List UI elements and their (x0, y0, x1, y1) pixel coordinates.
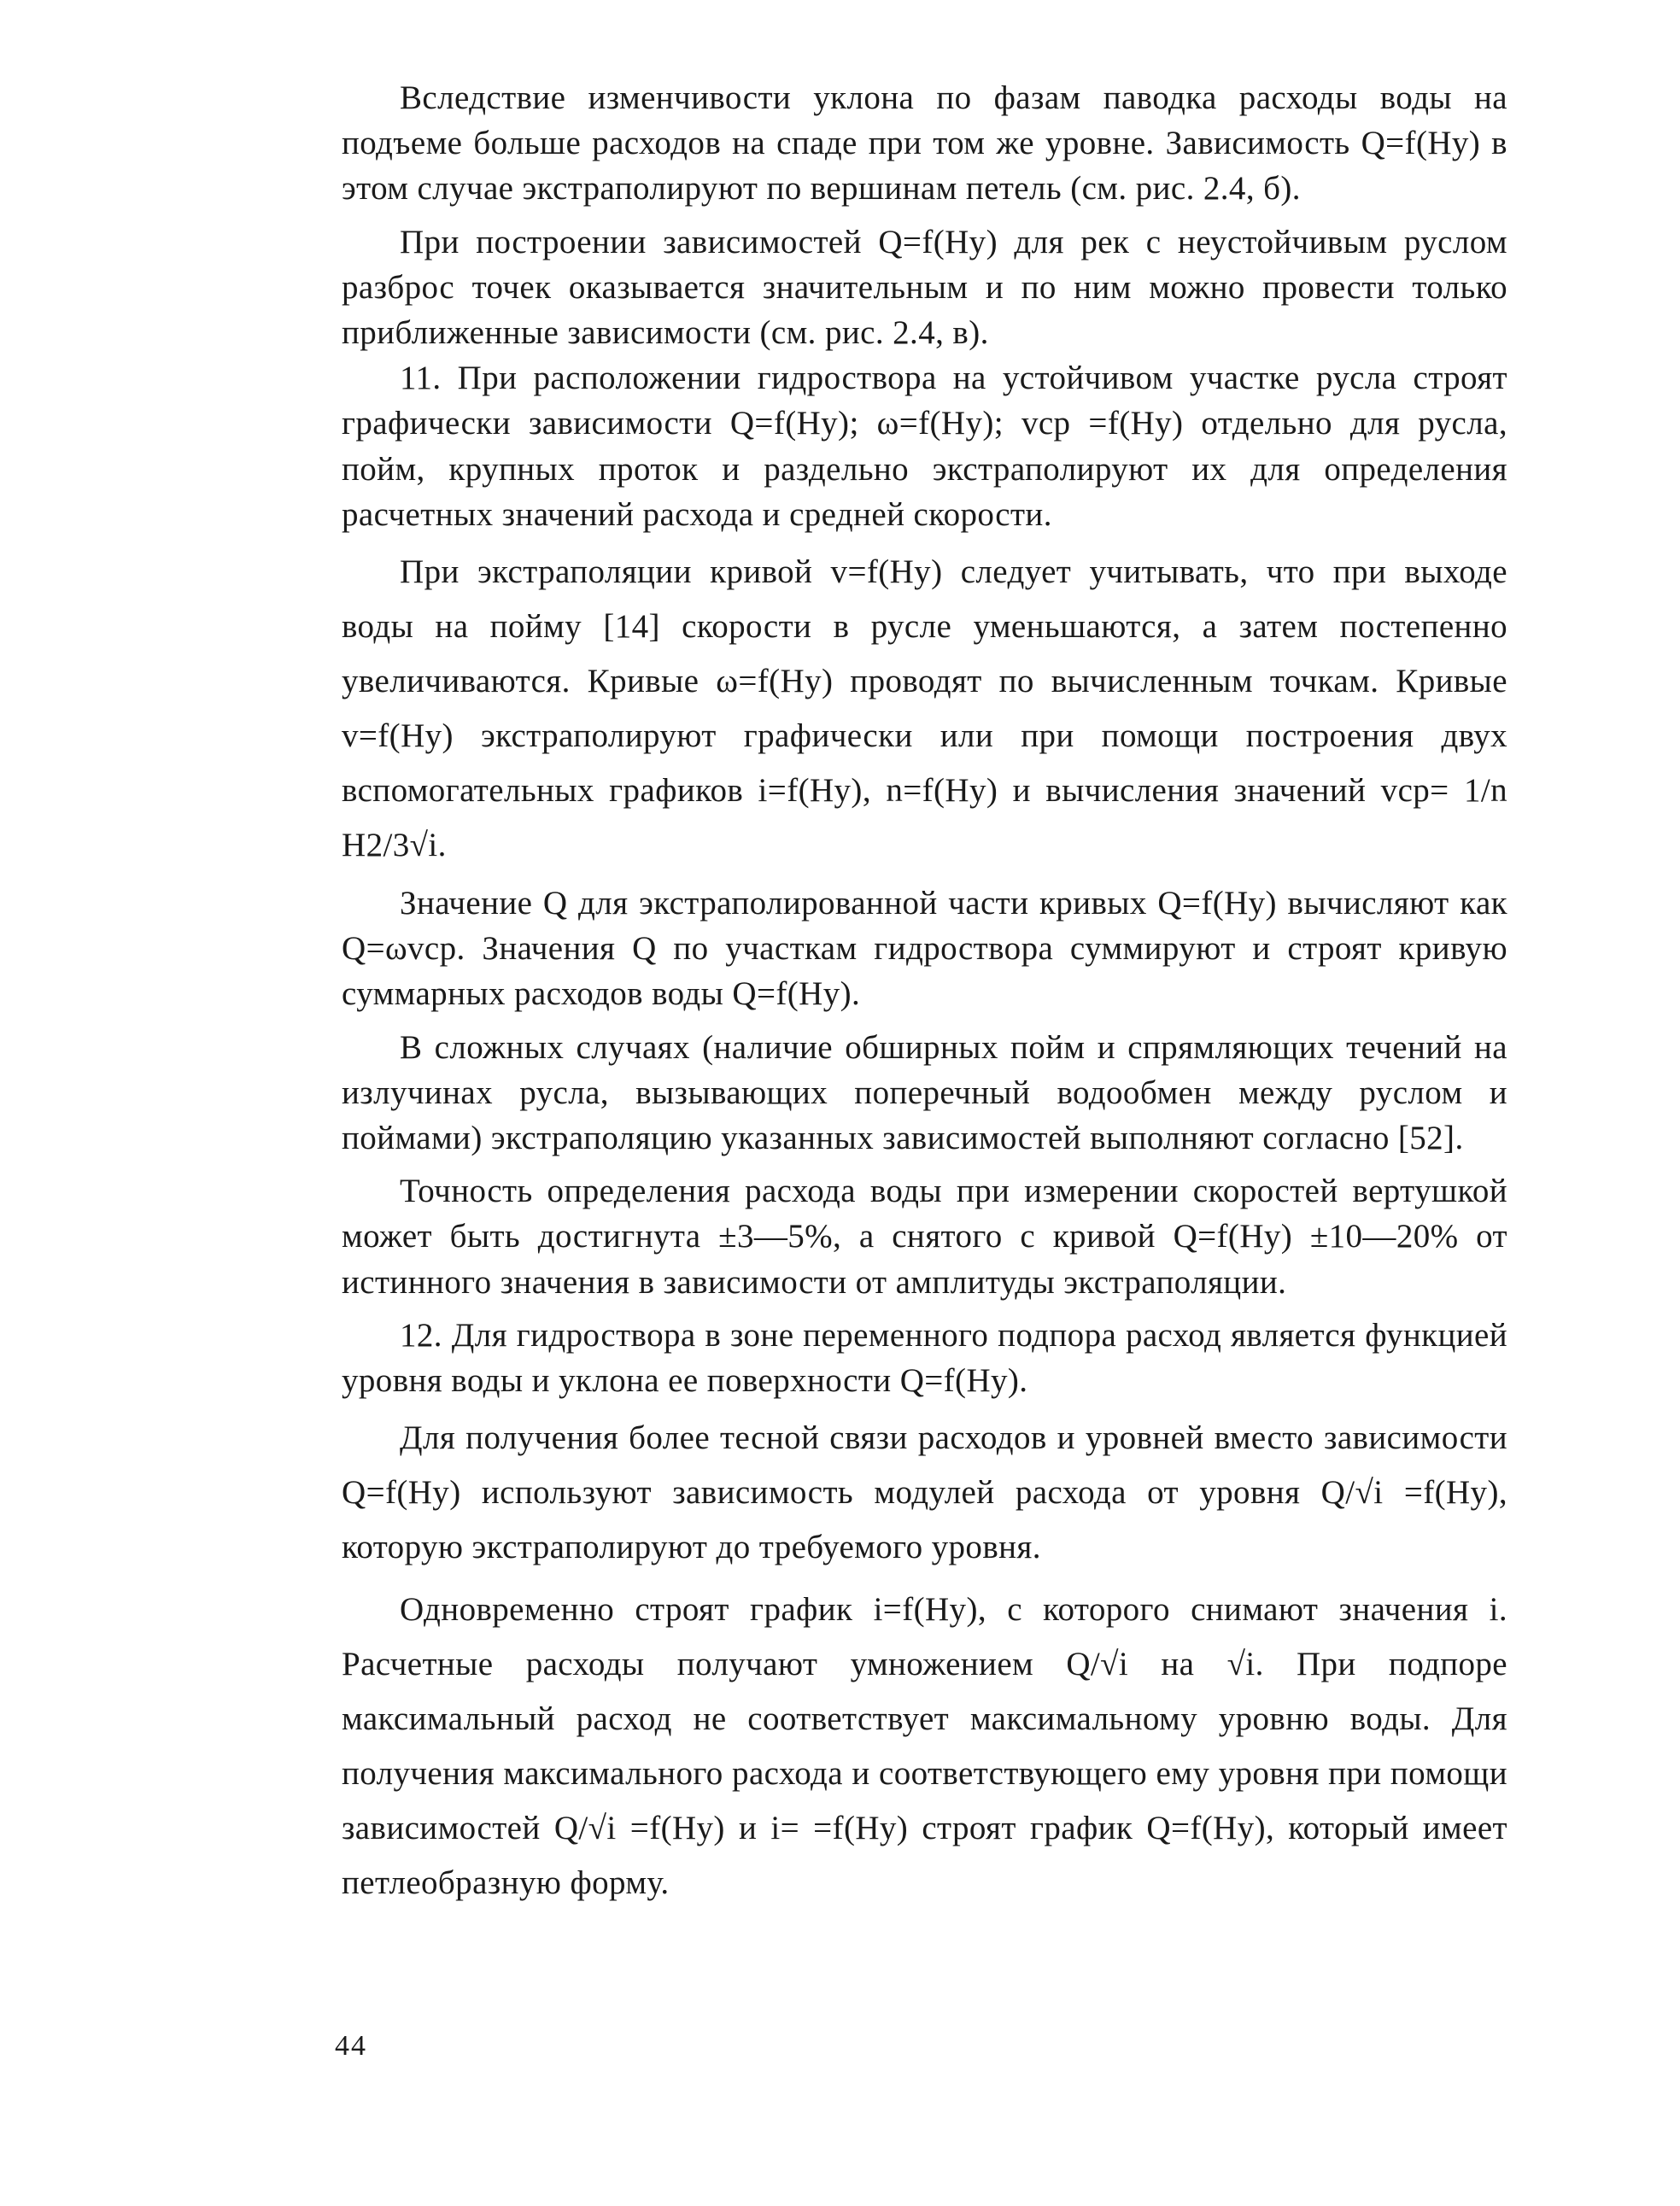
paragraph-6: В сложных случаях (наличие обширных пойм и спрямляющих течений на излучинах русла, вызывающих поперечный водообмен между руслом и поймами) экстраполяцию указанных зависимостей выполняют согласно [52]. (342, 1028, 1507, 1157)
paragraph-7: Точность определения расхода воды при измерении скоростей вертушкой может быть достигнута ±3—5%, а снятого с кривой Q=f(Hу) ±10—20% от истинного значения в зависимости от амплитуды экстраполяции. (342, 1173, 1507, 1301)
paragraph-2: При построении зависимостей Q=f(Hу) для рек с неустойчивым руслом разброс точек оказывается значительным и по ним можно провести только приближенные зависимости (см. рис. 2.4, в). (342, 223, 1507, 352)
paragraph-5: Значение Q для экстраполированной части кривых Q=f(Hу) вычисляют как Q=ωvср. Значения Q по участкам гидроствора суммируют и строят кривую суммарных расходов воды Q=f(Hу). (342, 885, 1507, 1013)
paragraph-1: Вследствие изменчивости уклона по фазам паводка расходы воды на подъеме больше расходов на спаде при том же уровне. Зависимость Q=f(Hу) в этом случае экстраполируют по вершинам петель (см. рис. 2.4, б). (342, 79, 1507, 208)
document-page (342, 75, 1507, 1911)
paragraph-10: Одновременно строят график i=f(Hу), с которого снимают значения i. Расчетные расходы получают умножением Q/√i на √i. При подпоре максимальный расход не соответствует максимальному уровню воды. Для получения максимального расхода и соответствующего ему уровня при помощи зависимостей Q/√i =f(Hу) и i= =f(Hу) строят график Q=f(Hу), который имеет петлеобразную форму. (342, 1591, 1507, 1902)
paragraph-3: 11. При расположении гидроствора на устойчивом участке русла строят графически зависимости Q=f(Hу); ω=f(Hу); vср =f(Hу) отдельно для русла, пойм, крупных проток и раздельно экстраполируют их для определения расчетных значений расхода и средней скорости. (342, 360, 1507, 533)
paragraph-9: Для получения более тесной связи расходов и уровней вместо зависимости Q=f(Hу) используют зависимость модулей расхода от уровня Q/√i =f(Hу), которую экстраполируют до требуемого уровня. (342, 1419, 1507, 1566)
paragraph-4: При экстраполяции кривой v=f(Hу) следует учитывать, что при выходе воды на пойму [14] скорости в русле уменьшаются, а затем постепенно увеличиваются. Кривые ω=f(Hу) проводят по вычисленным точкам. Кривые v=f(Hу) экстраполируют графически или при помощи построения двух вспомогательных графиков i=f(Hу), n=f(Hу) и вычисления значений vср= 1/n H2/3√i. (342, 553, 1507, 864)
page-number: 44 (335, 2030, 367, 2062)
paragraph-8: 12. Для гидроствора в зоне переменного подпора расход является функцией уровня воды и уклона ее поверхности Q=f(Hу). (342, 1316, 1507, 1400)
